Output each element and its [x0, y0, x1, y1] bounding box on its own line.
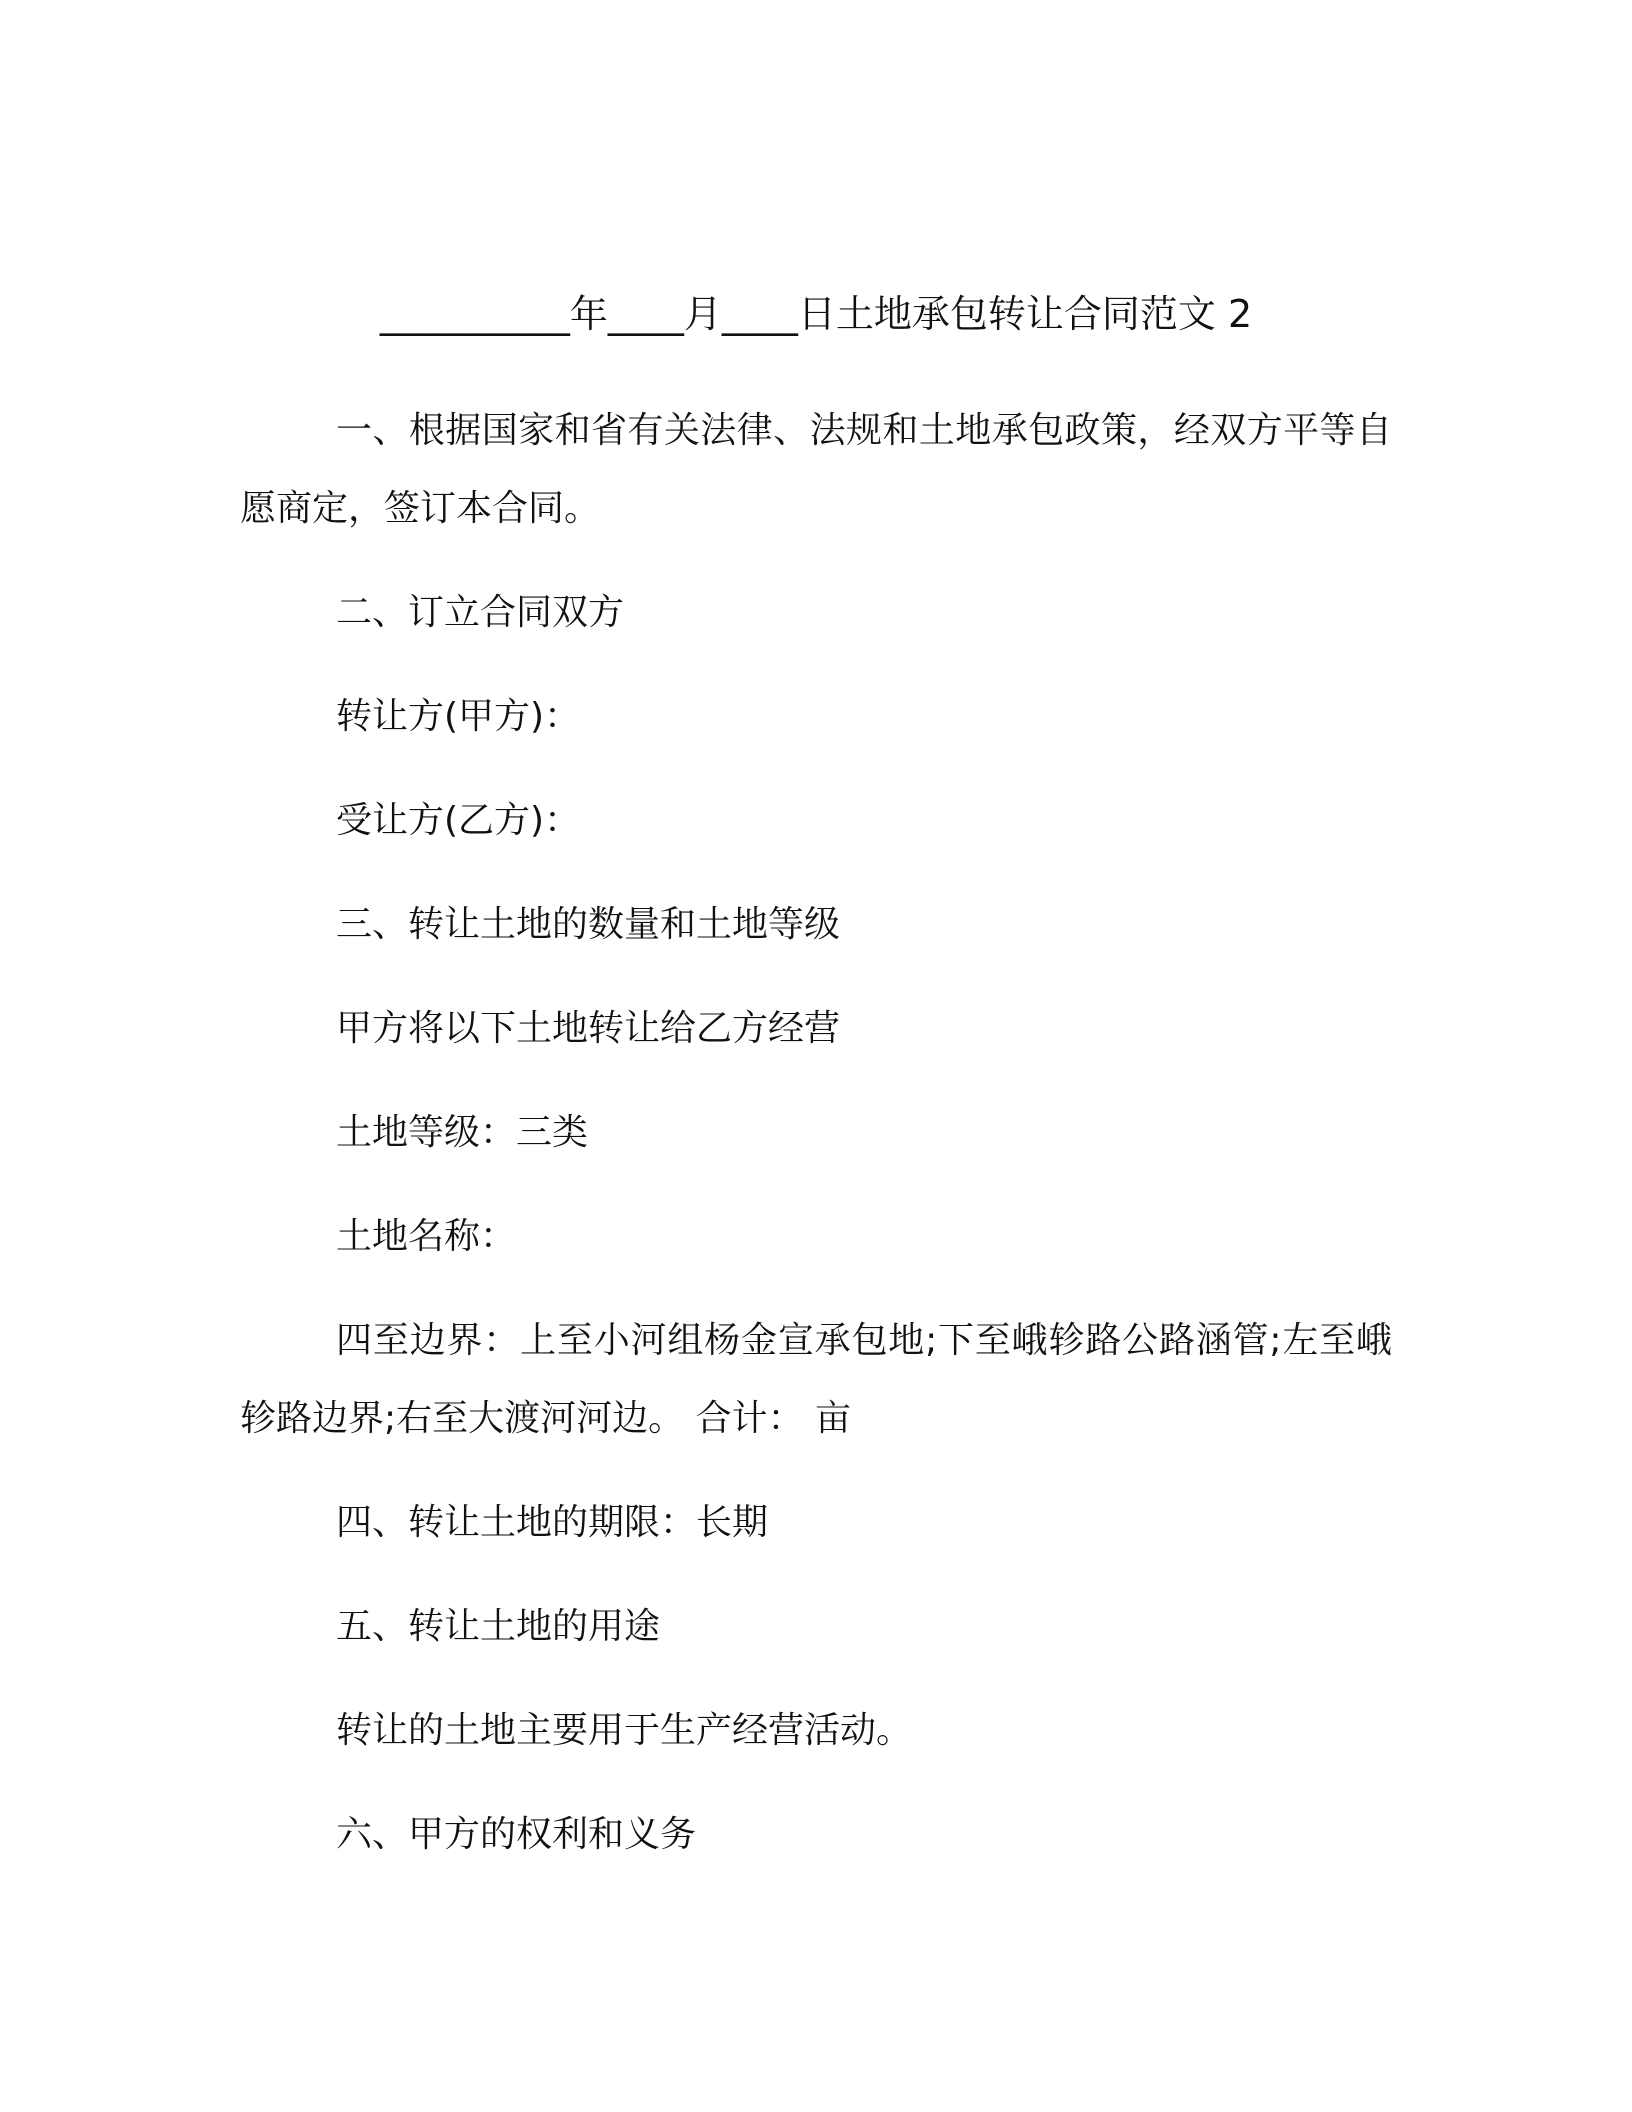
- paragraph-land-name: 土地名称：: [336, 1216, 517, 1257]
- paragraph-transferee: 受让方(乙方)：: [336, 800, 581, 841]
- paragraph-land-use: 转让的土地主要用于生产经营活动。: [336, 1710, 913, 1751]
- paragraph-boundaries: 四至边界：上至小河组杨金宣承包地;下至峨轸路公路涵管;左至峨轸路边界;右至大渡河河边。 合计： 亩: [240, 1320, 1392, 1439]
- paragraph-contract-parties-heading: 二、订立合同双方: [336, 592, 625, 633]
- paragraph-party-a-rights-heading: 六、甲方的权利和义务: [336, 1814, 697, 1855]
- paragraph-land-grade: 土地等级：三类: [336, 1112, 589, 1153]
- paragraph-legal-basis: 一、根据国家和省有关法律、法规和土地承包政策，经双方平等自愿商定，签订本合同。: [240, 410, 1392, 529]
- paragraph-transfer-statement: 甲方将以下土地转让给乙方经营: [336, 1008, 841, 1049]
- paragraph-transferor: 转让方(甲方)：: [336, 696, 581, 737]
- paragraph-land-quantity-heading: 三、转让土地的数量和土地等级: [336, 904, 841, 945]
- paragraph-land-use-heading: 五、转让土地的用途: [336, 1606, 661, 1647]
- paragraph-transfer-term: 四、转让土地的期限：长期: [336, 1502, 769, 1543]
- document-title: __________年____月____日土地承包转让合同范文 2: [379, 292, 1253, 336]
- document-body: [240, 392, 1392, 1900]
